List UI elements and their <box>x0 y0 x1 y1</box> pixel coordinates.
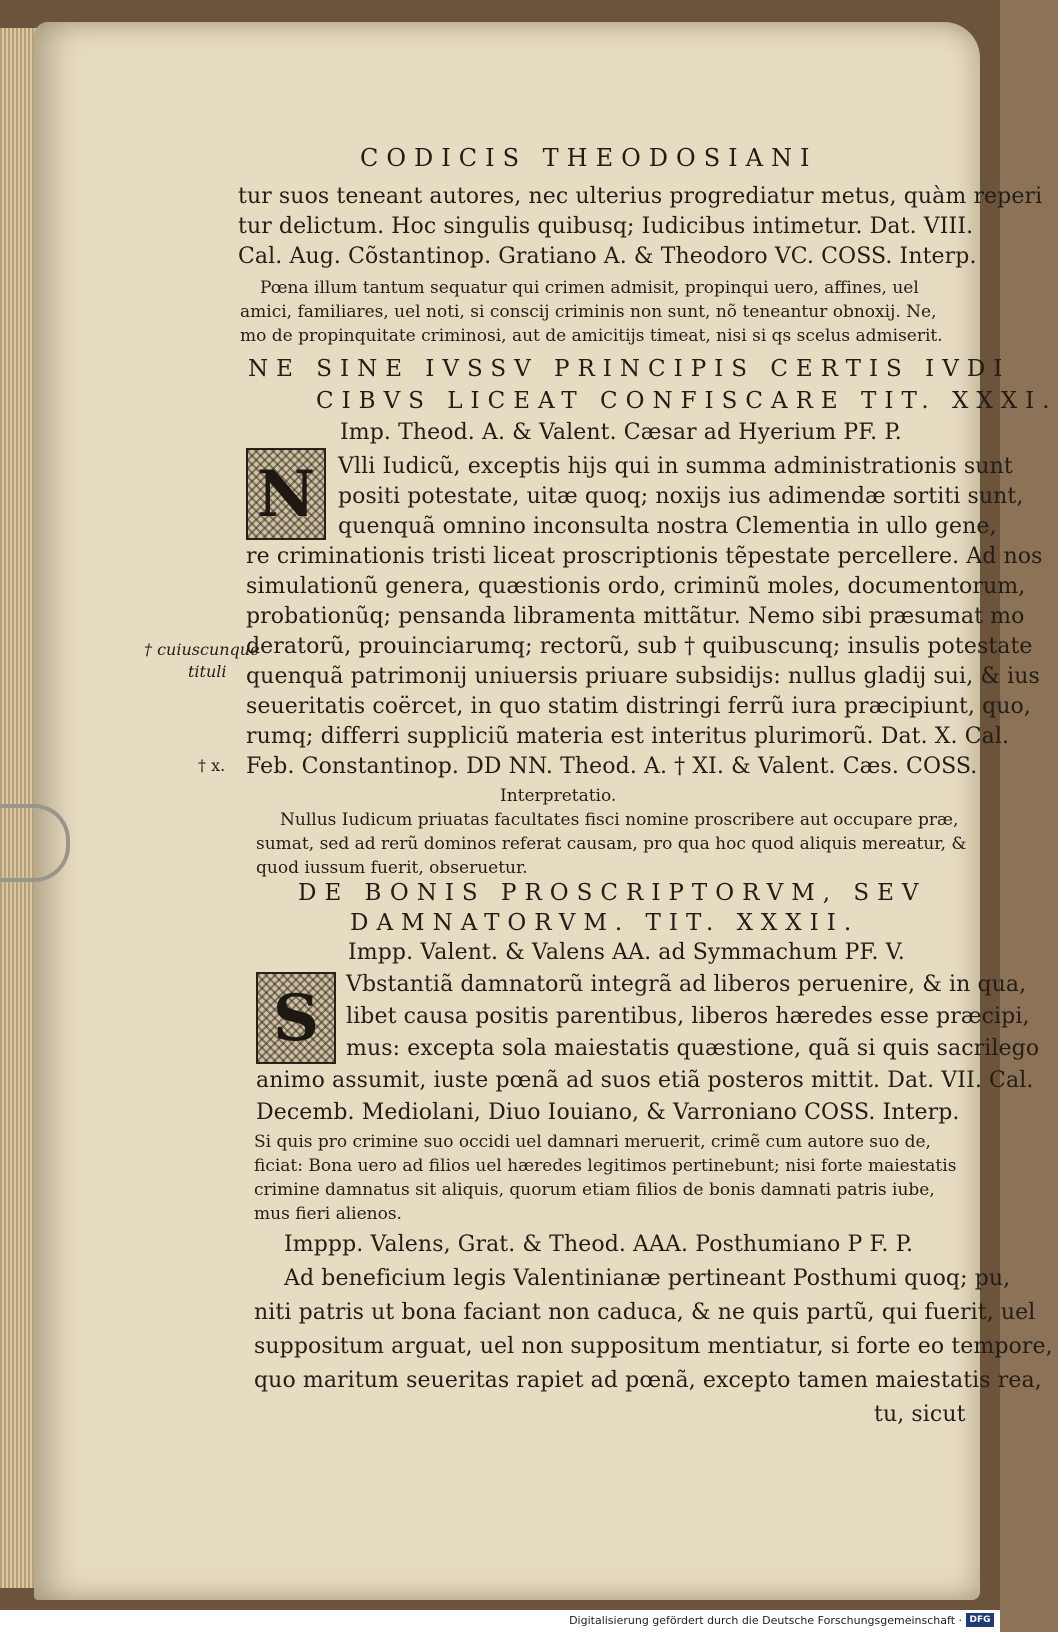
interpretation-heading: Interpretatio. <box>500 786 617 806</box>
interpretation-line: amici, familiares, uel noti, si conscij criminis non sunt, nõ teneantur obnoxij. Ne, <box>240 302 937 322</box>
initial-letter: N <box>256 456 316 532</box>
text-line: Cal. Aug. Cõstantinop. Gratiano A. & Theodoro VC. COSS. Interp. <box>238 244 977 269</box>
text-line: Ad beneficium legis Valentinianæ pertineant Posthumi quoq; pu, <box>284 1266 1011 1291</box>
text-line: quenquã patrimonij uniuersis priuare subsidijs: nullus gladij sui, & ius <box>246 664 1040 689</box>
text-line: simulationũ genera, quæstionis ordo, criminũ moles, documentorum, <box>246 574 1026 599</box>
text-line: rumq; differri suppliciũ materia est interitus plurimorũ. Dat. X. Cal. <box>246 724 1010 749</box>
footer-bar <box>0 1610 1000 1632</box>
section-title: DAMNATORVM. TIT. XXXII. <box>350 910 860 936</box>
interpretation-line: sumat, sed ad rerũ dominos referat causam, pro qua hoc quod aliquis mereatur, & <box>256 834 967 854</box>
rubric: Impp. Valent. & Valens AA. ad Symmachum PF. V. <box>348 940 905 965</box>
text-line: re criminationis tristi liceat proscriptionis tẽpestate percellere. Ad nos <box>246 544 1043 569</box>
text-line: tur delictum. Hoc singulis quibusq; Iudicibus intimetur. Dat. VIII. <box>238 214 974 239</box>
interpretation-line: mo de propinquitate criminosi, aut de amicitijs timeat, nisi si qs scelus admiserit. <box>240 326 943 346</box>
interpretation-line: ficiat: Bona uero ad filios uel hæredes legitimos pertinebunt; nisi forte maiestatis <box>254 1156 957 1176</box>
rubric: Imppp. Valens, Grat. & Theod. AAA. Posthumiano P F. P. <box>284 1232 914 1257</box>
book-page <box>34 22 1058 1600</box>
margin-note: tituli <box>188 662 227 681</box>
section-title: NE SINE IVSSV PRINCIPIS CERTIS IVDI <box>248 356 1011 382</box>
interpretation-line: Si quis pro crimine suo occidi uel damnari meruerit, crimẽ cum autore suo de, <box>254 1132 931 1152</box>
text-line: mus: excepta sola maiestatis quæstione, quã si quis sacrilego <box>346 1036 1040 1061</box>
text-line: seueritatis coërcet, in quo statim distringi ferrũ iura præcipiunt, quo, <box>246 694 1031 719</box>
decorated-initial <box>246 448 326 540</box>
text-line: Decemb. Mediolani, Diuo Iouiano, & Varroniano COSS. Interp. <box>256 1100 960 1125</box>
text-line: quo maritum seueritas rapiet ad pœnã, excepto tamen maiestatis rea, <box>254 1368 1042 1393</box>
funding-notice: Digitalisierung gefördert durch die Deutsche Forschungsgemeinschaft · <box>569 1614 962 1627</box>
text-line: positi potestate, uitæ quoq; noxijs ius adimendæ sortiti sunt, <box>338 484 1024 509</box>
running-header: CODICIS THEODOSIANI <box>360 144 818 172</box>
interpretation-line: mus fieri alienos. <box>254 1204 402 1224</box>
interpretation-line: crimine damnatus sit aliquis, quorum etiam filios de bonis damnati patris iube, <box>254 1180 935 1200</box>
text-line: quenquã omnino inconsulta nostra Clementia in ullo gene, <box>338 514 997 539</box>
text-line: probationũq; pensanda libramenta mittãtur. Nemo sibi præsumat mo <box>246 604 1025 629</box>
text-line: suppositum arguat, uel non suppositum mentiatur, si forte eo tempore, <box>254 1334 1053 1359</box>
section-title: DE BONIS PROSCRIPTORVM, SEV <box>298 880 927 906</box>
text-line: Vlli Iudicũ, exceptis hijs qui in summa administrationis sunt <box>338 454 1013 479</box>
text-line: Vbstantiã damnatorũ integrã ad liberos peruenire, & in qua, <box>346 972 1027 997</box>
rubric: Imp. Theod. A. & Valent. Cæsar ad Hyerium PF. P. <box>340 420 902 445</box>
text-line: niti patris ut bona faciant non caduca, & ne quis partũ, qui fuerit, uel <box>254 1300 1036 1325</box>
initial-letter: S <box>272 980 320 1056</box>
dfg-logo-icon: DFG <box>966 1613 994 1627</box>
interpretation-line: Pœna illum tantum sequatur qui crimen admisit, propinqui uero, affines, uel <box>260 278 919 298</box>
text-line: animo assumit, iuste pœnã ad suos etiã posteros mittit. Dat. VII. Cal. <box>256 1068 1034 1093</box>
margin-note: † x. <box>198 756 226 775</box>
decorated-initial <box>256 972 336 1064</box>
margin-note: † cuiuscunque <box>144 640 260 659</box>
text-line: deratorũ, prouinciarumq; rectorũ, sub † quibuscunq; insulis potestate <box>246 634 1033 659</box>
text-line: tur suos teneant autores, nec ulterius progrediatur metus, quàm reperi <box>238 184 1043 209</box>
interpretation-line: quod iussum fuerit, obseruetur. <box>256 858 528 878</box>
interpretation-line: Nullus Iudicum priuatas facultates fisci nomine proscribere aut occupare præ, <box>280 810 959 830</box>
text-line: Feb. Constantinop. DD NN. Theod. A. † XI. & Valent. Cæs. COSS. <box>246 754 978 779</box>
catchword: tu, sicut <box>874 1402 966 1427</box>
section-title: CIBVS LICEAT CONFISCARE TIT. XXXI. <box>316 388 1058 414</box>
text-line: libet causa positis parentibus, liberos hæredes esse præcipi, <box>346 1004 1030 1029</box>
paper-clip-icon <box>0 804 70 882</box>
